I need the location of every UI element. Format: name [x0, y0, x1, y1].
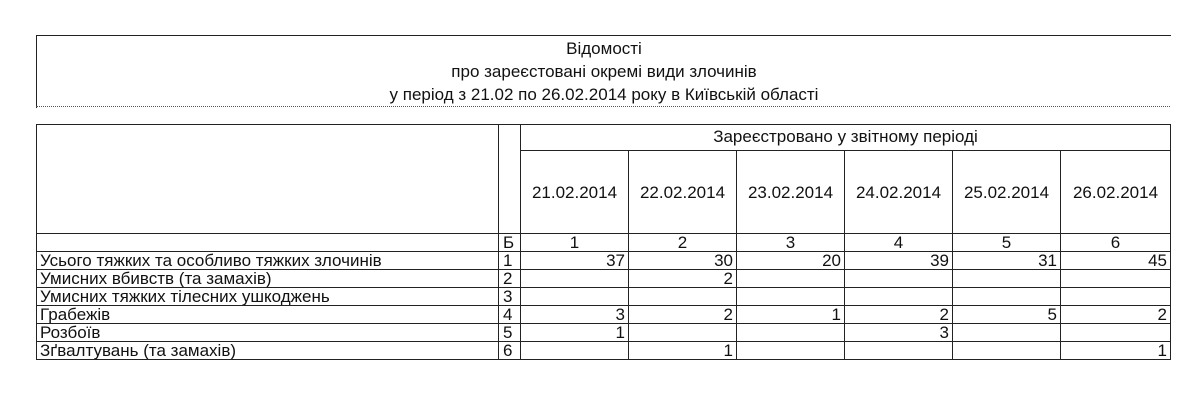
row-code: 6: [499, 342, 521, 360]
code-header: [499, 125, 521, 234]
row-code: 2: [499, 270, 521, 288]
table-row: [37, 306, 1171, 324]
row-value: [1061, 324, 1171, 342]
row-code: 1: [499, 252, 521, 270]
row-value: [521, 288, 629, 306]
row-value: 2: [629, 306, 737, 324]
row-value: 30: [629, 252, 737, 270]
index-col: 4: [845, 234, 953, 252]
row-value: [737, 270, 845, 288]
row-label: Розбоїв: [37, 324, 499, 342]
row-value: [629, 288, 737, 306]
row-value: [1061, 288, 1171, 306]
row-value: [737, 342, 845, 360]
row-code: 4: [499, 306, 521, 324]
date-header: 23.02.2014: [737, 151, 845, 234]
row-value: [845, 270, 953, 288]
row-value: [953, 270, 1061, 288]
index-col: 2: [629, 234, 737, 252]
row-value: 31: [953, 252, 1061, 270]
row-value: [953, 342, 1061, 360]
table-row: [37, 270, 1171, 288]
group-header: Зареєстровано у звітному періоді: [521, 125, 1171, 151]
row-value: 3: [521, 306, 629, 324]
row-label-header: [37, 125, 499, 234]
date-header: 25.02.2014: [953, 151, 1061, 234]
table-row: [37, 252, 1171, 270]
row-value: 37: [521, 252, 629, 270]
row-value: 1: [629, 342, 737, 360]
date-header: 22.02.2014: [629, 151, 737, 234]
date-header: 24.02.2014: [845, 151, 953, 234]
date-header: 21.02.2014: [521, 151, 629, 234]
row-label: Усього тяжких та особливо тяжких злочинів: [37, 252, 499, 270]
title-divider: [36, 106, 1170, 107]
table-row: [37, 342, 1171, 360]
row-value: [953, 288, 1061, 306]
row-value: [845, 342, 953, 360]
row-value: [521, 342, 629, 360]
row-value: 1: [521, 324, 629, 342]
row-value: 39: [845, 252, 953, 270]
crime-statistics-table: [36, 124, 1171, 360]
row-code: 3: [499, 288, 521, 306]
table-row: [37, 324, 1171, 342]
index-col: 5: [953, 234, 1061, 252]
row-value: 2: [845, 306, 953, 324]
row-value: [737, 324, 845, 342]
row-value: 5: [953, 306, 1061, 324]
index-row-label: [37, 234, 499, 252]
index-col: 3: [737, 234, 845, 252]
row-value: 2: [1061, 306, 1171, 324]
row-label: Зґвалтувань (та замахів): [37, 342, 499, 360]
row-value: [629, 324, 737, 342]
index-col: 6: [1061, 234, 1171, 252]
row-code: 5: [499, 324, 521, 342]
date-header: 26.02.2014: [1061, 151, 1171, 234]
row-value: 2: [629, 270, 737, 288]
row-value: [845, 288, 953, 306]
row-value: 45: [1061, 252, 1171, 270]
row-value: 20: [737, 252, 845, 270]
index-col: 1: [521, 234, 629, 252]
index-code: Б: [499, 234, 521, 252]
table-row: [37, 288, 1171, 306]
row-value: [737, 288, 845, 306]
row-value: 1: [1061, 342, 1171, 360]
row-label: Грабежів: [37, 306, 499, 324]
row-value: 1: [737, 306, 845, 324]
report-title-block: [36, 35, 1171, 108]
row-value: [1061, 270, 1171, 288]
report-subtitle: про зареєстовані окремі види злочинів: [451, 62, 757, 81]
index-row: [37, 234, 1171, 252]
report-period: у період з 21.02 по 26.02.2014 року в Київській області: [389, 85, 819, 104]
row-value: 3: [845, 324, 953, 342]
row-label: Умисних тяжких тілесних ушкоджень: [37, 288, 499, 306]
row-value: [521, 270, 629, 288]
report-title: Відомості: [566, 39, 642, 58]
row-label: Умисних вбивств (та замахів): [37, 270, 499, 288]
row-value: [953, 324, 1061, 342]
